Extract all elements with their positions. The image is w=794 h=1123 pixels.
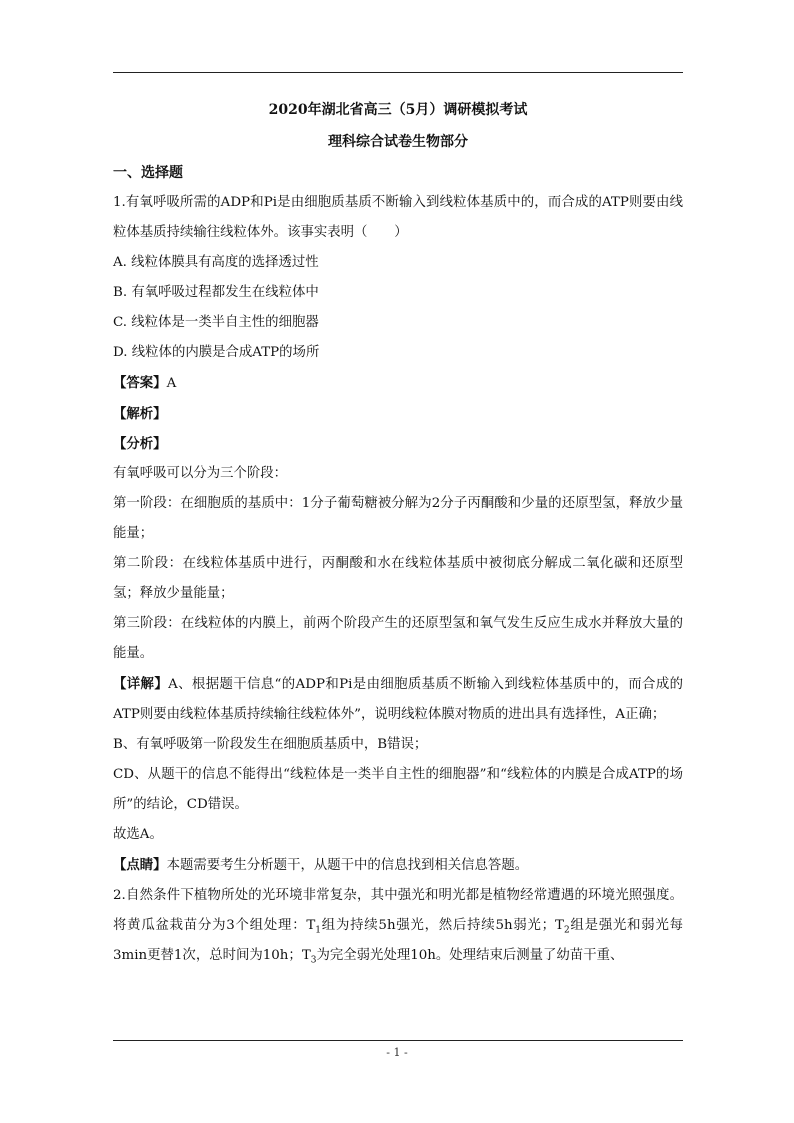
comment-text: 本题需要考生分析题干，从题干中的信息找到相关信息答题。 bbox=[166, 858, 529, 873]
page-number: - 1 - bbox=[386, 1046, 408, 1059]
option-d: D. 线粒体的内膜是合成ATP的场所 bbox=[113, 345, 320, 360]
section-heading: 一、选择题 bbox=[113, 165, 183, 181]
detail-tag: 【详解】 bbox=[113, 676, 169, 692]
page-title: 2020年湖北省高三（5月）调研模拟考试 bbox=[268, 102, 528, 118]
q2-sub: 2 bbox=[564, 925, 570, 936]
detail-line: B、有氧呼吸第一阶段发生在细胞质基质中，B错误； bbox=[113, 737, 428, 752]
answer-value: A bbox=[166, 376, 177, 391]
question-1-stem: 1.有氧呼吸所需的ADP和Pi是由细胞质基质不断输入到线粒体基质中的，而合成的ATP则要由线粒体基质持续输往线粒体外。该事实表明（ ） bbox=[113, 195, 683, 240]
detail-text: A、根据题干信息“的ADP和Pi是由细胞质基质不断输入到线粒体基质中的，而合成的ATP则要由线粒体基质持续输往线粒体外”，说明线粒体膜对物质的进出具有选择性，A正确； bbox=[113, 677, 683, 722]
header-rule bbox=[113, 72, 683, 73]
answer-tag: 【答案】 bbox=[113, 375, 167, 391]
document-page bbox=[113, 94, 683, 971]
analysis-tag: 【解析】 bbox=[113, 406, 167, 422]
fenxi-tag: 【分析】 bbox=[113, 436, 167, 452]
q2-text: 组是强光和弱光每3min更替1次，总时间为10h；T bbox=[113, 918, 684, 963]
comment-tag: 【点睛】 bbox=[113, 857, 167, 873]
analysis-line: 有氧呼吸可以分为三个阶段： bbox=[113, 466, 288, 481]
analysis-line: 第二阶段：在线粒体基质中进行，丙酮酸和水在线粒体基质中被彻底分解成二氧化碳和还原型氢；释放少量能量； bbox=[113, 556, 683, 601]
footer-rule bbox=[113, 1040, 683, 1041]
option-a: A. 线粒体膜具有高度的选择透过性 bbox=[113, 255, 319, 270]
analysis-line: 第一阶段：在细胞质的基质中：1分子葡萄糖被分解为2分子丙酮酸和少量的还原型氢，释放少量能量； bbox=[113, 496, 683, 541]
q2-sub: 1 bbox=[315, 925, 322, 936]
q2-text: 为完全弱光处理10h。处理结束后测量了幼苗干重、 bbox=[316, 948, 624, 963]
option-c: C. 线粒体是一类半自主性的细胞器 bbox=[113, 315, 319, 330]
comment-line bbox=[113, 850, 683, 881]
q2-text: 2.自然条件下植物所处的光环境非常复杂，其中强光和明光都是植物经常遭遇的环境光照强度。将黄瓜盆栽苗分为3个组处理：T bbox=[113, 888, 683, 933]
q2-sub: 3 bbox=[310, 955, 317, 966]
detail-line: CD、从题干的信息不能得出“线粒体是一类半自主性的细胞器”和“线粒体的内膜是合成ATP的场所”的结论，CD错误。 bbox=[113, 767, 683, 812]
option-b: B. 有氧呼吸过程都发生在线粒体中 bbox=[113, 285, 319, 300]
answer-line bbox=[113, 368, 683, 399]
page-subtitle: 理科综合试卷生物部分 bbox=[328, 134, 468, 150]
question-2-stem bbox=[113, 881, 683, 971]
detail-line: 故选A。 bbox=[113, 827, 163, 842]
detail-line bbox=[113, 669, 683, 730]
q2-text: 组为持续5h强光，然后持续5h弱光；T bbox=[321, 918, 564, 933]
analysis-line: 第三阶段：在线粒体的内膜上，前两个阶段产生的还原型氢和氧气发生反应生成水并释放大量的能量。 bbox=[113, 616, 683, 661]
